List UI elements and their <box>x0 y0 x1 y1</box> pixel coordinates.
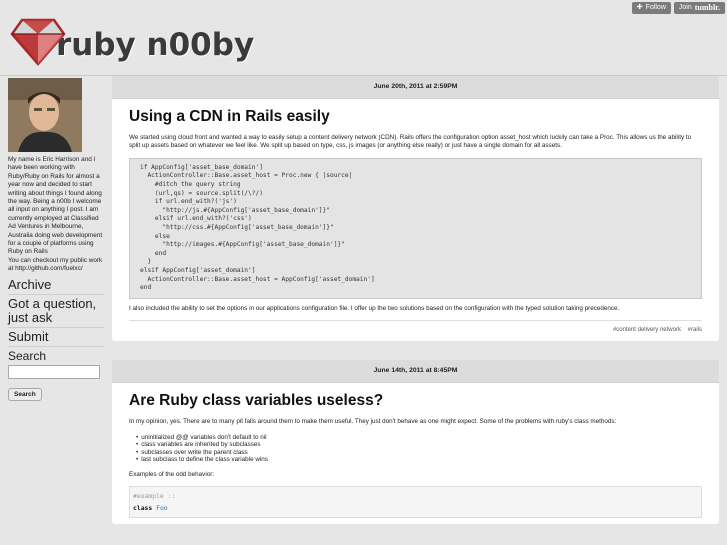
examples-label: Examples of the odd behavior: <box>129 470 215 478</box>
code-block <box>129 486 702 518</box>
post-cdn <box>112 99 719 341</box>
post-class-variables <box>112 383 719 524</box>
post-intro: We started using cloud front and wanted a way to easily setup a content delivery network (CDN). Rails offers the configuration option asset_host which luckily can take a Proc. This allows us the ability to split up assets based on whatever we feel like. We split up based on type, css, js images (or anything else really) or just have a single domain for all assets. <box>129 134 692 150</box>
author-avatar <box>8 78 82 152</box>
github-text[interactable]: You can checkout my public work at http://github.com/fuelxc/ <box>8 256 103 273</box>
list-item: • last subclass to define the class variable wins <box>136 456 702 464</box>
plus-icon: ✚ <box>636 4 643 11</box>
list-item: • subclasses over write the parent class <box>136 449 702 457</box>
follow-label: Follow <box>645 4 666 11</box>
ruby-gem-logo-icon[interactable] <box>10 14 66 66</box>
posts-column <box>112 76 719 524</box>
tag-link[interactable]: #rails <box>687 327 702 334</box>
code-keyword: class <box>133 504 153 513</box>
search-input[interactable] <box>8 365 100 379</box>
tumblr-controls <box>632 2 725 14</box>
bio-text: My name is Eric Harrison and I have been working with Ruby/Ruby on Rails for almost a year now and decided to start writing about things I found along the way. Being a n00b I welcome all input on anything I post. I am currently employed at Classified Ad Ventures in Melbourne, Australia doing web development for a couple of platforms using Ruby on Rails <box>8 156 103 256</box>
site-title[interactable]: ruby n00by <box>56 27 255 63</box>
list-item: • uninitialized @@ variables don't default to nil <box>136 434 702 442</box>
code-class-name: Foo <box>156 504 168 513</box>
problem-list <box>129 434 702 464</box>
post-title[interactable]: Are Ruby class variables useless? <box>129 392 384 410</box>
list-item: • class variables are inherited by subclasses <box>136 441 702 449</box>
code-comment: #example :: <box>133 492 176 501</box>
nav-archive-link[interactable]: Archive <box>8 278 104 295</box>
follow-button[interactable] <box>632 2 671 14</box>
author-bio <box>8 156 104 274</box>
post-title[interactable]: Using a CDN in Rails easily <box>129 108 330 125</box>
code-block: if AppConfig['asset_base_domain'] ActionController::Base.asset_host = Proc.new { |source| #ditch the query string (url,qs) = source.split(/\?/) if url.end_with?('js') "http://js.#{AppConfig['asset_base_domain']}" elsif url.end_with?('css') "http://css.#{AppConfig['asset_base_domain']}" else "http://images.#{AppConfig['asset_base_domain']}" end } elsif AppConfig['asset_domain'] ActionController::Base.asset_host = AppConfig['asset_domain'] end <box>129 158 702 299</box>
post-outro: I also included the ability to set the options in our applications configuration file. I offer up the two solutions based on the configuration with the typed solution taking precedence. <box>129 304 620 312</box>
post-intro: In my opinion, yes. There are to many pit falls around them to make them useful. They just don't behave as one might expect. Some of the problems with ruby's class methods: <box>129 418 617 426</box>
post-date[interactable]: June 14th, 2011 at 8:45PM <box>112 360 719 383</box>
nav-submit-link[interactable]: Submit <box>8 330 104 347</box>
search-button[interactable]: Search <box>8 388 42 401</box>
sidebar <box>8 78 104 401</box>
site-header <box>10 14 254 66</box>
tag-link[interactable]: #content delivery network <box>612 327 681 334</box>
join-label: Join <box>678 4 692 11</box>
join-tumblr-button[interactable] <box>674 2 725 14</box>
search-label: Search <box>8 348 47 363</box>
nav-ask-link[interactable]: Got a question, just ask <box>8 297 104 328</box>
tumblr-brand: tumblr. <box>694 3 720 12</box>
post-date[interactable]: June 20th, 2011 at 2:59PM <box>112 76 719 99</box>
post-tags <box>129 320 702 335</box>
